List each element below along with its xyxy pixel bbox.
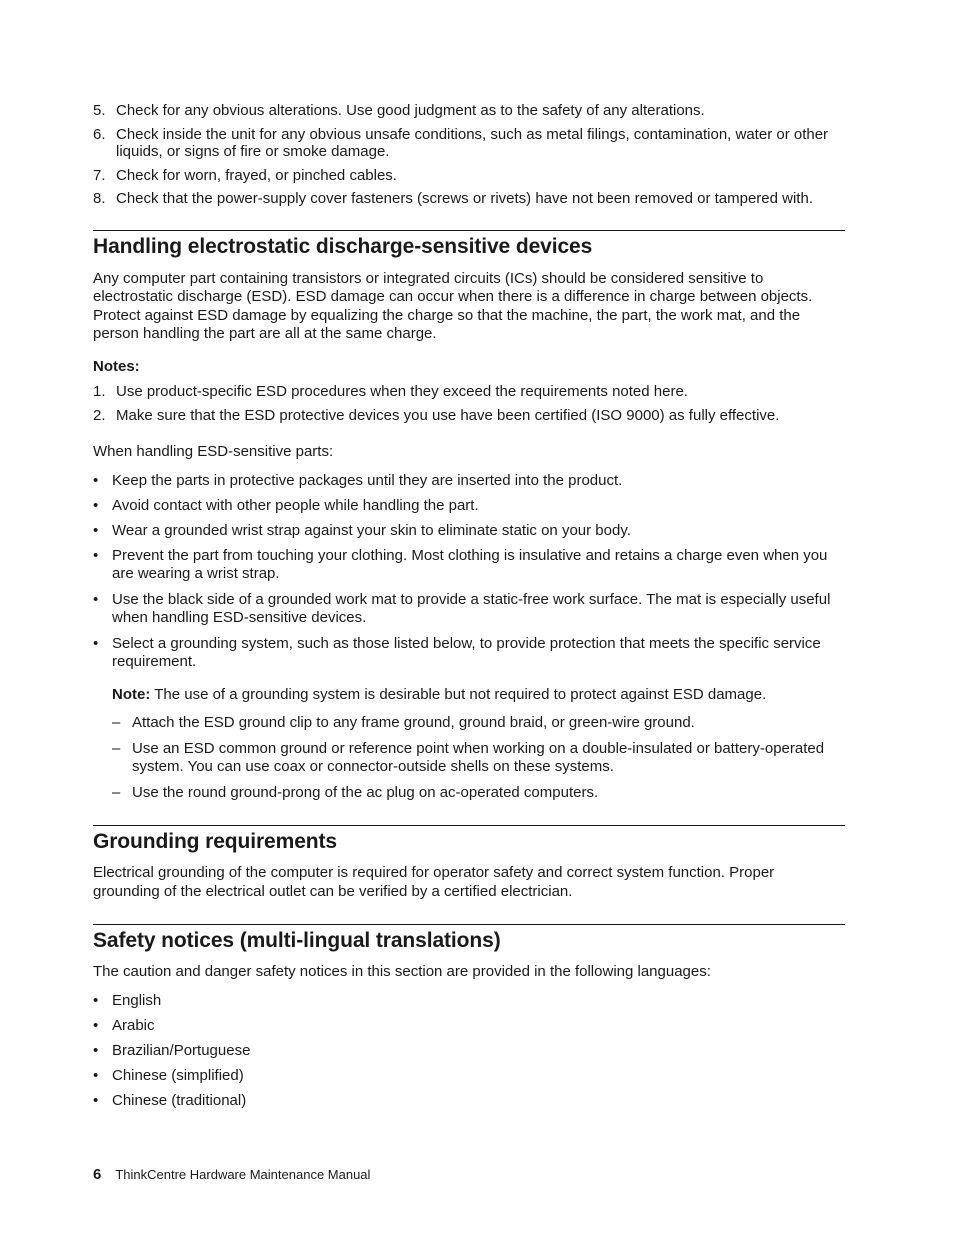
list-item [93, 1017, 845, 1035]
bullet-glyph: • [93, 1041, 99, 1059]
list-text: Chinese (traditional) [112, 1091, 247, 1109]
esd-bullet-list [93, 472, 845, 671]
grounding-heading: Grounding requirements [93, 830, 337, 853]
list-item [93, 1067, 845, 1085]
list-item [112, 740, 845, 776]
languages-list [93, 992, 845, 1110]
list-text: Keep the parts in protective packages until they are inserted into the product. [112, 471, 623, 489]
safety-notices-section [93, 924, 845, 1110]
list-item [93, 190, 845, 208]
grounding-system-note [112, 686, 845, 705]
bullet-glyph: • [93, 496, 99, 514]
list-item [93, 635, 845, 671]
list-text: Select a grounding system, such as those listed below, to provide protection that meets the specific service requirement. [112, 634, 821, 670]
page-footer [93, 1165, 370, 1185]
bullet-glyph: • [93, 1091, 99, 1109]
list-item [93, 591, 845, 627]
dash-glyph: – [112, 784, 121, 801]
list-text: Wear a grounded wrist strap against your skin to eliminate static on your body. [112, 521, 631, 539]
note-text: The use of a grounding system is desirable but not required to protect against ESD damage. [150, 685, 767, 703]
list-text: Arabic [112, 1016, 155, 1034]
list-text: Make sure that the ESD protective devices you use have been certified (ISO 9000) as fully effective. [116, 406, 780, 424]
list-item [93, 497, 845, 515]
bullet-glyph: • [93, 546, 99, 564]
list-number: 7. [93, 166, 106, 184]
notes-label: Notes: [93, 357, 140, 375]
bullet-glyph: • [93, 590, 99, 608]
list-text: Use product-specific ESD procedures when they exceed the requirements noted here. [116, 383, 688, 400]
list-item [112, 714, 845, 732]
list-number: 1. [93, 383, 106, 400]
manual-title: ThinkCentre Hardware Maintenance Manual [115, 1167, 371, 1182]
safety-notices-heading: Safety notices (multi-lingual translations) [93, 929, 501, 952]
list-item [93, 383, 845, 401]
grounding-section [93, 825, 845, 901]
bullet-glyph: • [93, 1066, 99, 1084]
when-handling-text: When handling ESD-sensitive parts: [93, 443, 334, 460]
esd-intro: Any computer part containing transistors or integrated circuits (ICs) should be considered sensitive to electrostatic discharge (ESD). ESD damage can occur when there is a difference in charge between objects. Protect against ESD damage by equalizing the charge so that the machine, the part, the work mat, and the person handling the part are all at the same charge. [93, 269, 813, 342]
list-text: Attach the ESD ground clip to any frame ground, ground braid, or green-wire ground. [132, 714, 695, 731]
dash-glyph: – [112, 714, 121, 731]
note-label: Note: [112, 685, 151, 703]
list-number: 2. [93, 406, 106, 424]
list-item [93, 102, 845, 120]
list-text: Brazilian/Portuguese [112, 1041, 251, 1059]
list-text: Use an ESD common ground or reference point when working on a double-insulated or battery-operated system. You can use coax or connector-outside shells on these systems. [132, 740, 825, 775]
list-text: Check that the power-supply cover fasteners (screws or rivets) have not been removed or tampered with. [116, 190, 813, 207]
list-text: English [112, 991, 162, 1009]
safety-checklist-continued [93, 102, 845, 208]
list-item [93, 407, 845, 425]
list-item [93, 167, 845, 185]
list-item [112, 784, 845, 802]
list-number: 5. [93, 102, 106, 119]
list-item [93, 992, 845, 1010]
list-text: Avoid contact with other people while handling the part. [112, 496, 479, 514]
bullet-glyph: • [93, 991, 99, 1009]
esd-heading: Handling electrostatic discharge-sensitive devices [93, 234, 593, 258]
list-item [93, 126, 845, 161]
list-text: Chinese (simplified) [112, 1066, 244, 1084]
bullet-glyph: • [93, 471, 99, 489]
list-text: Check inside the unit for any obvious unsafe conditions, such as metal filings, contamination, water or other liquids, or signs of fire or smoke damage. [116, 125, 829, 160]
list-number: 8. [93, 190, 106, 207]
esd-notes-list [93, 383, 845, 424]
page-content [93, 102, 845, 1110]
list-text: Check for any obvious alterations. Use good judgment as to the safety of any alterations. [116, 102, 705, 119]
list-text: Prevent the part from touching your clothing. Most clothing is insulative and retains a charge even when you are wearing a wrist strap. [112, 546, 828, 582]
list-item [93, 1092, 845, 1110]
grounding-options-list [112, 714, 845, 802]
dash-glyph: – [112, 740, 121, 757]
list-item [93, 472, 845, 490]
list-text: Use the round ground-prong of the ac plug on ac-operated computers. [132, 784, 599, 801]
list-item [93, 522, 845, 540]
esd-section [93, 230, 845, 803]
list-text: Check for worn, frayed, or pinched cables. [116, 166, 397, 184]
bullet-glyph: • [93, 1016, 99, 1034]
grounding-text: Electrical grounding of the computer is required for operator safety and correct system function. Proper grounding of the electrical outlet can be verified by a certified electrician. [93, 864, 775, 900]
list-item [93, 1042, 845, 1060]
list-item [93, 547, 845, 583]
list-text: Use the black side of a grounded work mat to provide a static-free work surface. The mat is especially useful when handling ESD-sensitive devices. [112, 590, 831, 626]
safety-notices-intro: The caution and danger safety notices in this section are provided in the following languages: [93, 963, 711, 980]
page-number: 6 [93, 1166, 102, 1183]
bullet-glyph: • [93, 521, 99, 539]
bullet-glyph: • [93, 634, 99, 652]
list-number: 6. [93, 125, 106, 143]
